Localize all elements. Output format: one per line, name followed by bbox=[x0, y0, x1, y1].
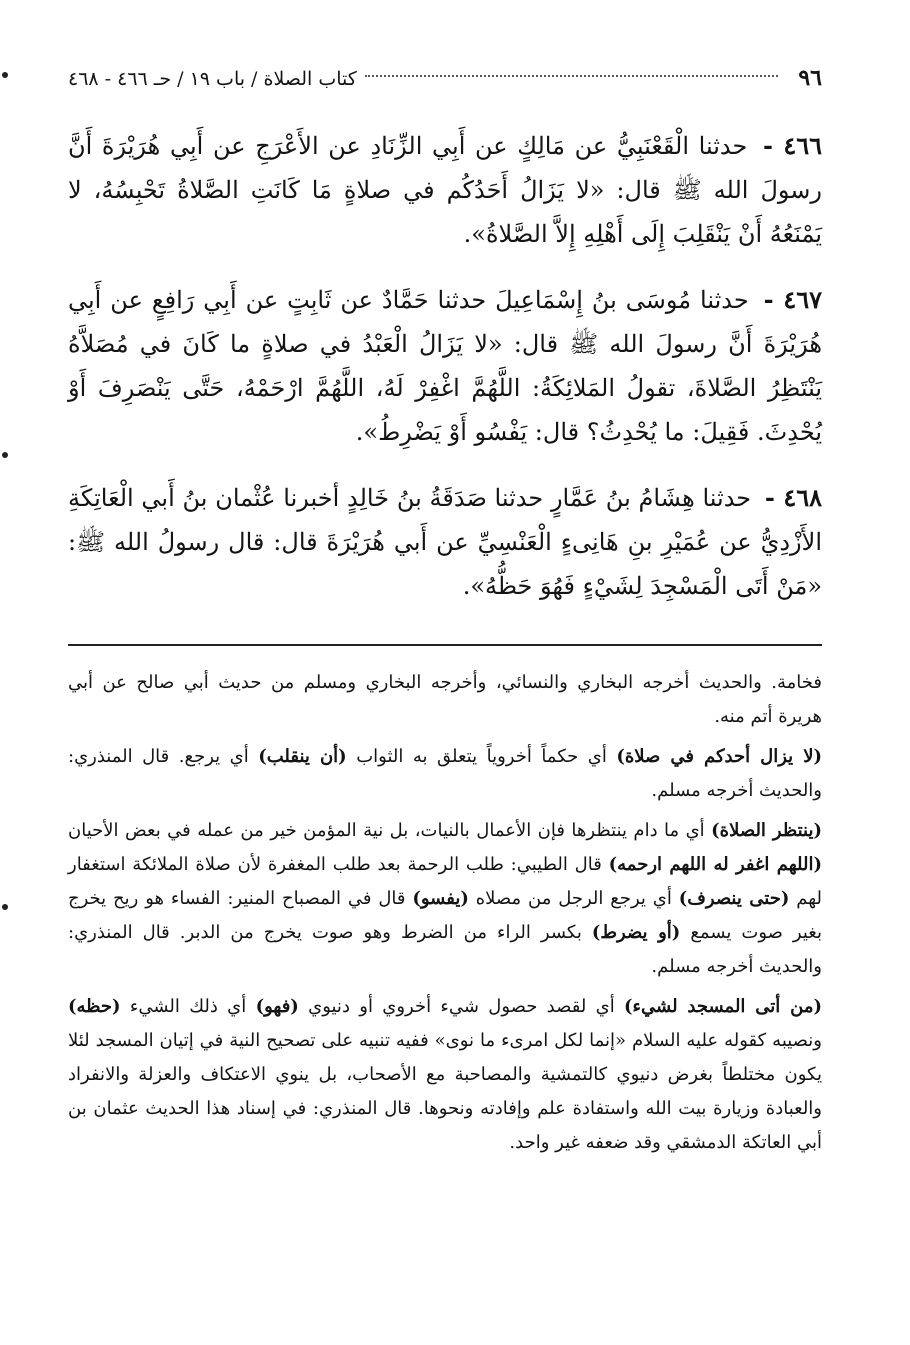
commentary-text: قال في المصباح المنير: الفساء هو ريح يخرج بغير صوت يسمع bbox=[68, 888, 822, 943]
page-number: ٩٦ bbox=[798, 65, 822, 91]
hadith-number: ٤٦٦ - bbox=[763, 131, 823, 160]
commentary-lemma: (أن ينقلب) bbox=[258, 746, 347, 767]
commentary-text: أي ذلك الشيء bbox=[120, 996, 256, 1017]
commentary-paragraph bbox=[68, 740, 822, 808]
commentary-section bbox=[68, 666, 822, 1160]
footnote-divider bbox=[68, 644, 822, 646]
hadith-number: ٤٦٨ - bbox=[764, 483, 822, 512]
commentary-lemma: (من أتى المسجد لشيء) bbox=[624, 996, 822, 1017]
commentary-lemma: (يفسو) bbox=[412, 888, 469, 909]
commentary-text: أي يرجع الرجل من مصلاه bbox=[468, 888, 679, 909]
commentary-lemma: (حظه) bbox=[68, 996, 121, 1017]
scan-edge-mark bbox=[2, 452, 8, 458]
scan-edge-mark bbox=[2, 72, 8, 78]
commentary-text: أي حكماً أخروياً يتعلق به الثواب bbox=[346, 746, 617, 767]
commentary-text: قال الطيبي: طلب الرحمة بعد طلب المغفرة لأن صلاة الملائكة استغفار لهم bbox=[68, 854, 822, 909]
commentary-paragraph bbox=[68, 666, 822, 734]
hadith-number: ٤٦٧ - bbox=[763, 285, 822, 314]
commentary-text: أي يرجع. قال المنذري: والحديث أخرجه مسلم. bbox=[68, 746, 822, 801]
commentary-text: أي ما دام ينتظرها فإن الأعمال بالنيات، بل نية المؤمن خير من عمله في بعض الأحيان bbox=[68, 820, 712, 841]
page-header bbox=[68, 60, 822, 96]
hadith-paragraph bbox=[68, 476, 822, 608]
commentary-lemma: (لا يزال أحدكم في صلاة) bbox=[616, 746, 823, 767]
commentary-lemma: (ينتظر الصلاة) bbox=[711, 820, 822, 841]
hadith-paragraph bbox=[68, 124, 822, 256]
commentary-lemma: (حتى ينصرف) bbox=[678, 888, 790, 909]
commentary-lemma: (فهو) bbox=[255, 996, 299, 1017]
commentary-text: بكسر الراء من الضرط وهو صوت يخرج من الدبر. قال المنذري: والحديث أخرجه مسلم. bbox=[68, 922, 822, 977]
hadith-text: حدثنا مُوسَى بنُ إِسْمَاعِيلَ حدثنا حَمَّادٌ عن ثَابِتٍ عن أَبِي رَافِعٍ عن أَبِي هُرَيْرَةَ أَنَّ رسولَ الله ﷺ قال: «لا يَزَالُ الْعَبْدُ في صلاةٍ ما كَانَ في مُصَلاَّهُ يَنْتَظِرُ الصَّلاةَ، تقولُ المَلائِكَةُ: اللَّهُمَّ اغْفِرْ لَهُ، اللَّهُمَّ ارْحَمْهُ، حَتَّى يَنْصَرِفَ أَوْ يُحْدِثَ. فَقِيلَ: ما يُحْدِثُ؟ قال: يَفْسُو أَوْ يَضْرِطُ». bbox=[68, 286, 822, 446]
book-page bbox=[68, 60, 822, 1166]
commentary-paragraph bbox=[68, 814, 822, 984]
hadith-text: حدثنا هِشَامُ بنُ عَمَّارٍ حدثنا صَدَقَةُ بنُ خَالِدٍ أخبرنا عُثْمان بنُ أَبي الْعَاتِكَةِ الأَزْدِيُّ عن عُمَيْرِ بنِ هَانِىءٍ الْعَنْسِيِّ عن أَبي هُرَيْرَةَ قال: قال رسولُ الله ﷺ: «مَنْ أَتَى الْمَسْجِدَ لِشَيْءٍ فَهُوَ حَظُّهُ». bbox=[68, 484, 822, 600]
commentary-lemma: (اللهم اغفر له اللهم ارحمه) bbox=[608, 854, 822, 875]
hadith-paragraph bbox=[68, 278, 822, 454]
hadith-text: حدثنا الْقَعْنَبِيُّ عن مَالِكٍ عن أَبِي الزِّنَادِ عن الأَعْرَجِ عن أَبِي هُرَيْرَةَ أَنَّ رسولَ الله ﷺ قال: «لا يَزَالُ أَحَدُكُم في صلاةٍ مَا كَانَتِ الصَّلاةُ تَحْبِسُهُ، لا يَمْنَعُهُ أَنْ يَنْقَلِبَ إِلَى أَهْلِهِ إِلاَّ الصَّلاةُ». bbox=[68, 132, 822, 248]
running-head: كتاب الصلاة / باب ١٩ / حـ ٤٦٦ - ٤٦٨ bbox=[68, 68, 357, 90]
commentary-paragraph bbox=[68, 990, 822, 1160]
commentary-text: ونصيبه كقوله عليه السلام «إنما لكل امرىء ما نوى» ففيه تنبيه على تصحيح النية في إتيان المسجد لئلا يكون مختلطاً بغرض دنيوي كالتمشية والمصاحبة مع الأصحاب، بل ينوي الاعتكاف والعزلة والانفراد والعبادة وزيارة بيت الله واستفادة علم وإفادته ونحوها. قال المنذري: في إسناد هذا الحديث عثمان بن أبي العاتكة الدمشقي وقد ضعفه غير واحد. bbox=[68, 1030, 822, 1153]
commentary-text: فخامة. والحديث أخرجه البخاري والنسائي، وأخرجه البخاري ومسلم من حديث أبي صالح عن أبي هريرة أتم منه. bbox=[68, 672, 822, 727]
scan-edge-mark bbox=[2, 904, 8, 910]
commentary-text: أي لقصد حصول شيء أخروي أو دنيوي bbox=[298, 996, 625, 1017]
commentary-lemma: (أو يضرط) bbox=[591, 922, 681, 943]
dotted-leader bbox=[365, 75, 779, 77]
